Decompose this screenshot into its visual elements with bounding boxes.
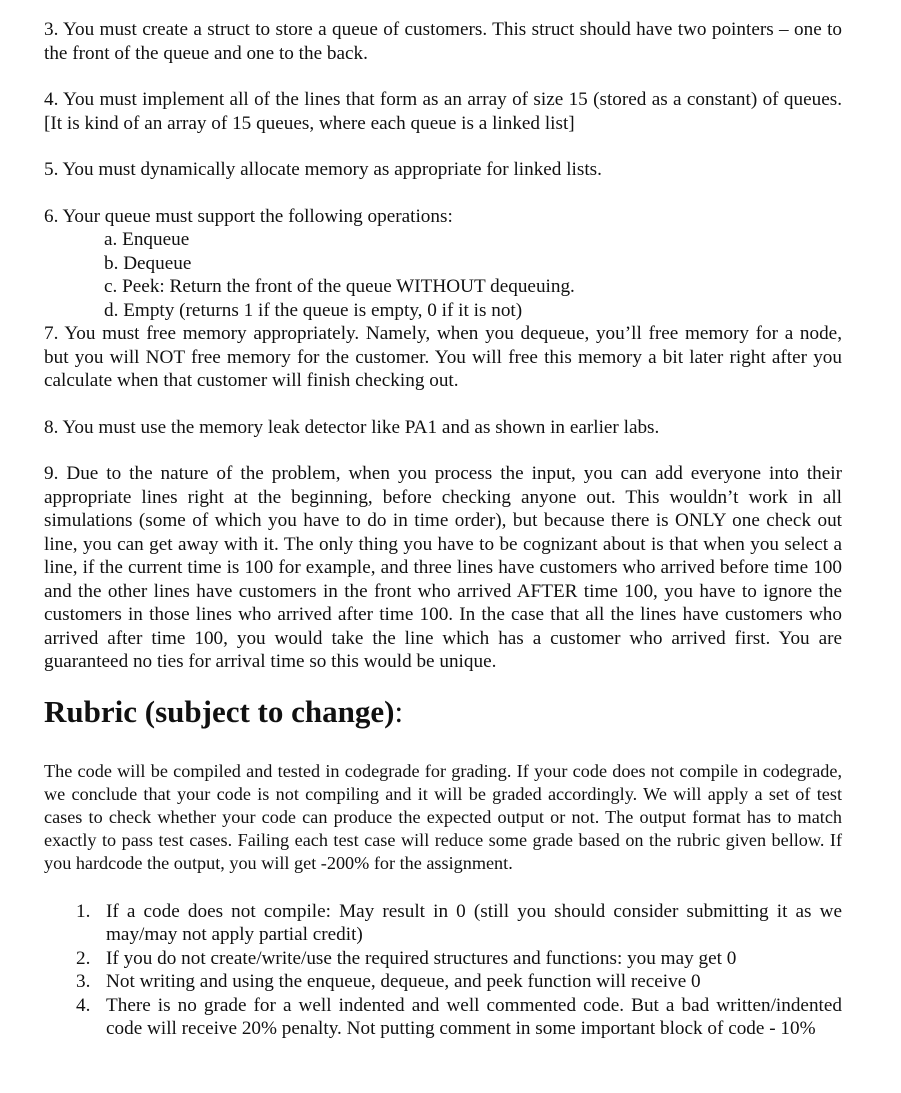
rubric-item <box>44 994 842 1041</box>
document-page <box>44 18 842 1041</box>
rubric-item <box>44 900 842 947</box>
rubric-intro: The code will be compiled and tested in codegrade for grading. If your code does not compile in codegrade, we conclude that your code is not compiling and it will be graded accordingly. We will apply a set of test cases to check whether your code can produce the expected output or not. The output format has to match exactly to pass test cases. Failing each test case will reduce some grade based on the rubric given bellow. If you hardcode the output, you will get -200% for the assignment. <box>44 760 842 874</box>
rubric-item <box>44 947 842 971</box>
requirement-8: 8. You must use the memory leak detector like PA1 and as shown in earlier labs. <box>44 416 660 438</box>
rubric-item-number: 4. <box>76 994 91 1016</box>
requirement-3: 3. You must create a struct to store a queue of customers. This struct should have two pointers – one to the front of the queue and one to the back. <box>44 19 842 64</box>
rubric-item-number: 1. <box>76 900 91 922</box>
operation-empty: d. Empty (returns 1 if the queue is empty, 0 if it is not) <box>104 299 523 321</box>
rubric-item-text: There is no grade for a well indented and well commented code. But a bad written/indented code will receive 20% penalty. Not putting comment in some important block of code - 10% <box>106 994 842 1040</box>
rubric-item <box>44 970 842 994</box>
rubric-list <box>44 900 842 1041</box>
rubric-item-number: 3. <box>76 971 91 993</box>
operation-enqueue: a. Enqueue <box>104 229 190 250</box>
requirement-6: 6. Your queue must support the following operations: <box>44 205 453 227</box>
queue-operations-list <box>44 228 842 322</box>
operation-dequeue: b. Dequeue <box>104 252 192 274</box>
requirement-4: 4. You must implement all of the lines that form as an array of size 15 (stored as a constant) of queues. [It is kind of an array of 15 queues, where each queue is a linked list] <box>44 89 842 134</box>
requirement-7: 7. You must free memory appropriately. Namely, when you dequeue, you’ll free memory for a node, but you will NOT free memory for the customer. You will free this memory a bit later right after you calculate when that customer will finish checking out. <box>44 323 842 391</box>
requirement-9: 9. Due to the nature of the problem, when you process the input, you can add everyone into their appropriate lines right at the beginning, before checking anyone out. This wouldn’t work in all simulations (some of which you have to do in time order), but because there is ONLY one check out line, you can get away with it. The only thing you have to be cognizant about is that when you select a line, if the current time is 100 for example, and three lines have customers who arrived before time 100 and the other lines have customers in the front who arrived AFTER time 100, you have to ignore the customers in those lines who arrived after time 100. In the case that all the lines have customers who arrived after time 100, you would take the line which has a customer who arrived first. You are guaranteed no ties for arrival time so this would be unique. <box>44 463 842 672</box>
rubric-heading-text: Rubric (subject to change) <box>44 693 395 729</box>
rubric-item-number: 2. <box>76 947 91 969</box>
rubric-item-text: If you do not create/write/use the required structures and functions: you may get 0 <box>106 947 737 969</box>
rubric-heading-colon: : <box>394 693 404 729</box>
requirement-5: 5. You must dynamically allocate memory as appropriate for linked lists. <box>44 159 602 180</box>
operation-peek: c. Peek: Return the front of the queue WITHOUT dequeuing. <box>104 276 575 297</box>
rubric-item-text: If a code does not compile: May result in 0 (still you should consider submitting it as we may/may not apply partial credit) <box>106 900 842 946</box>
rubric-heading <box>44 694 842 730</box>
rubric-item-text: Not writing and using the enqueue, dequeue, and peek function will receive 0 <box>106 971 701 993</box>
